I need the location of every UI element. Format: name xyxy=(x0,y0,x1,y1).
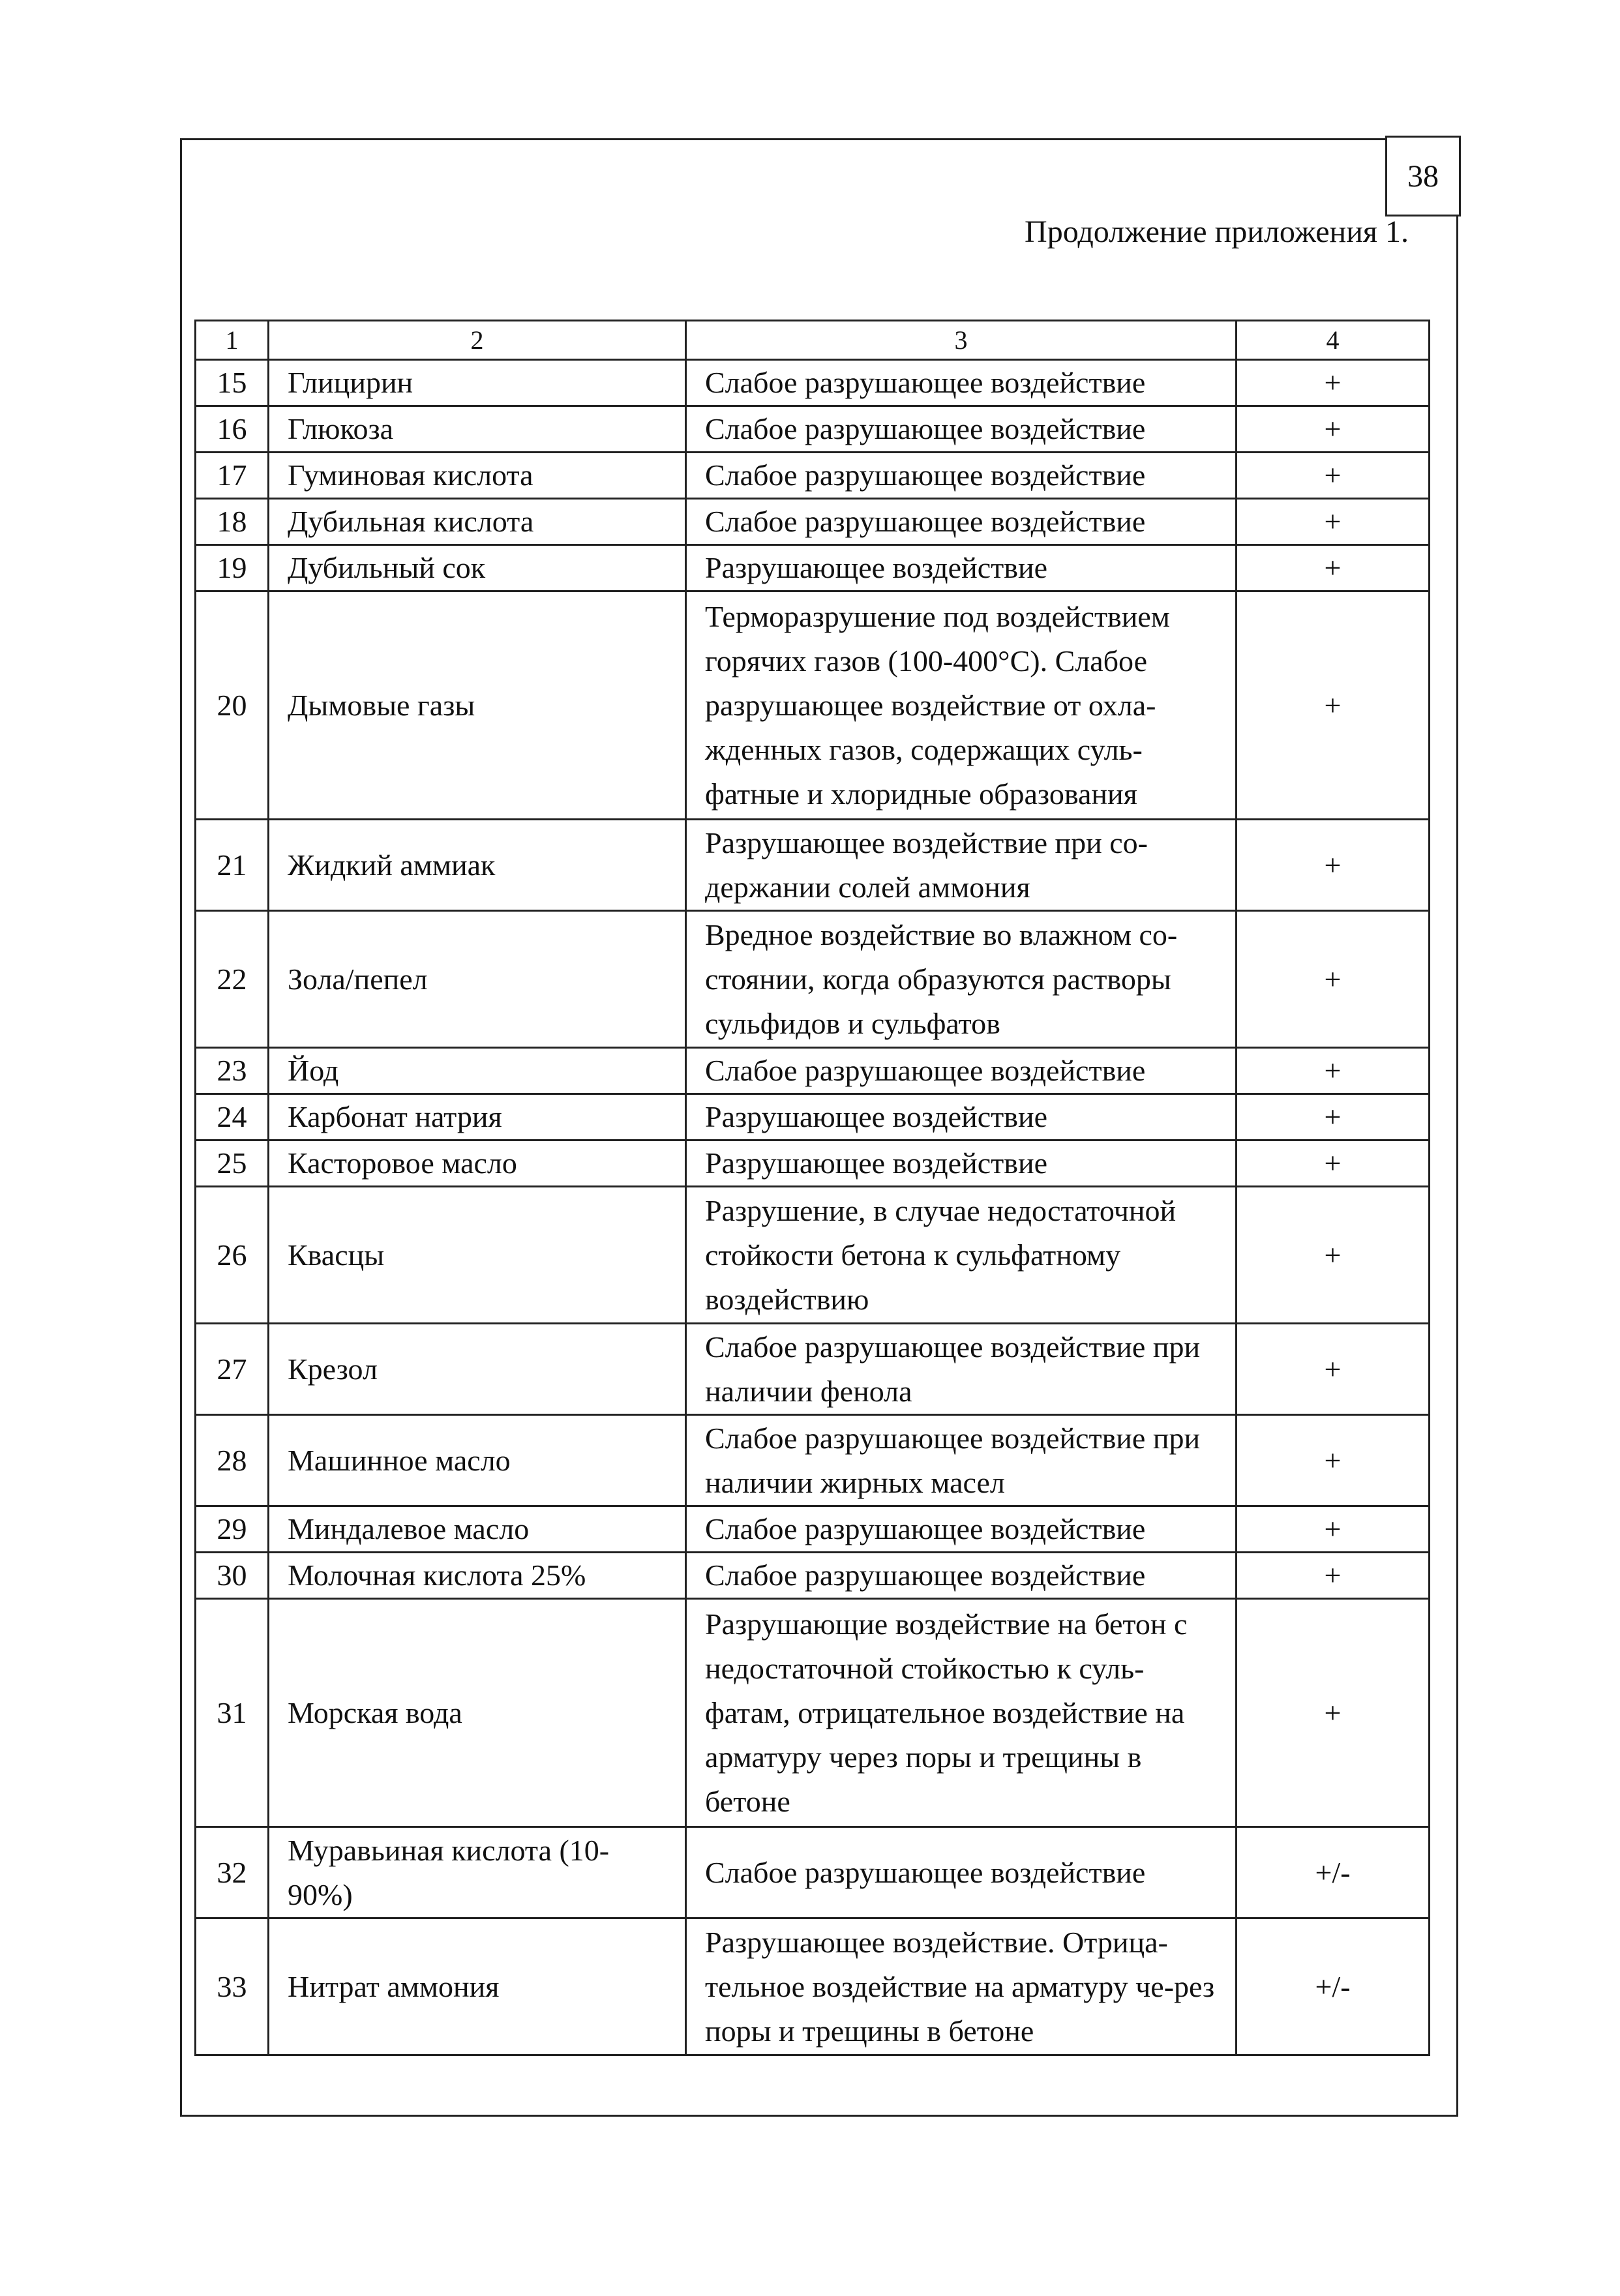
header-cell-4: 4 xyxy=(1237,321,1430,360)
table-header-row xyxy=(196,321,1430,360)
row-number: 32 xyxy=(196,1827,269,1918)
table-row xyxy=(196,1553,1430,1599)
row-number: 24 xyxy=(196,1094,269,1141)
table-row xyxy=(196,1415,1430,1506)
effect-cell: Терморазрушение под воздействием горячих газов (100-400°С). Слабое разрушающее воздействие от охла-жденных газов, содержащих суль-фатные и хлоридные образования xyxy=(686,591,1237,820)
substance-cell: Крезол xyxy=(269,1324,686,1415)
row-number: 27 xyxy=(196,1324,269,1415)
header-cell-2: 2 xyxy=(269,321,686,360)
table-row xyxy=(196,1048,1430,1094)
table-body xyxy=(196,321,1430,2055)
mark-cell: + xyxy=(1237,1506,1430,1553)
mark-cell: + xyxy=(1237,1415,1430,1506)
mark-cell: + xyxy=(1237,406,1430,453)
table-row xyxy=(196,1506,1430,1553)
substance-cell: Нитрат аммония xyxy=(269,1918,686,2055)
row-number: 30 xyxy=(196,1553,269,1599)
substance-cell: Йод xyxy=(269,1048,686,1094)
effect-cell: Вредное воздействие во влажном со-стоянии, когда образуются растворы сульфидов и сульфатов xyxy=(686,911,1237,1048)
substance-cell: Муравьиная кислота (10-90%) xyxy=(269,1827,686,1918)
substance-cell: Гуминовая кислота xyxy=(269,453,686,499)
mark-cell: + xyxy=(1237,591,1430,820)
substance-cell: Машинное масло xyxy=(269,1415,686,1506)
substance-cell: Карбонат натрия xyxy=(269,1094,686,1141)
row-number: 17 xyxy=(196,453,269,499)
row-number: 28 xyxy=(196,1415,269,1506)
effect-cell: Разрушающее воздействие xyxy=(686,1094,1237,1141)
table-row xyxy=(196,1187,1430,1324)
mark-cell: + xyxy=(1237,1324,1430,1415)
effect-cell: Разрушающее воздействие. Отрица-тельное воздействие на арматуру че-рез поры и трещины в бетоне xyxy=(686,1918,1237,2055)
table-row xyxy=(196,820,1430,911)
row-number: 31 xyxy=(196,1599,269,1827)
effect-cell: Слабое разрушающее воздействие xyxy=(686,1553,1237,1599)
substance-cell: Дымовые газы xyxy=(269,591,686,820)
substance-cell: Зола/пепел xyxy=(269,911,686,1048)
mark-cell: +/- xyxy=(1237,1918,1430,2055)
substance-cell: Молочная кислота 25% xyxy=(269,1553,686,1599)
effect-cell: Слабое разрушающее воздействие xyxy=(686,1048,1237,1094)
substance-cell: Морская вода xyxy=(269,1599,686,1827)
table-row xyxy=(196,1324,1430,1415)
mark-cell: + xyxy=(1237,545,1430,591)
mark-cell: + xyxy=(1237,360,1430,406)
row-number: 20 xyxy=(196,591,269,820)
table-row xyxy=(196,911,1430,1048)
substances-table xyxy=(194,320,1430,2056)
table-row xyxy=(196,591,1430,820)
effect-cell: Слабое разрушающее воздействие xyxy=(686,453,1237,499)
mark-cell: +/- xyxy=(1237,1827,1430,1918)
effect-cell: Слабое разрушающее воздействие при наличии жирных масел xyxy=(686,1415,1237,1506)
row-number: 25 xyxy=(196,1141,269,1187)
substance-cell: Квасцы xyxy=(269,1187,686,1324)
table-row xyxy=(196,1827,1430,1918)
continuation-note: Продолжение приложения 1. xyxy=(1025,215,1409,249)
row-number: 23 xyxy=(196,1048,269,1094)
row-number: 29 xyxy=(196,1506,269,1553)
mark-cell: + xyxy=(1237,1094,1430,1141)
mark-cell: + xyxy=(1237,499,1430,545)
substance-cell: Дубильный сок xyxy=(269,545,686,591)
substance-cell: Жидкий аммиак xyxy=(269,820,686,911)
mark-cell: + xyxy=(1237,820,1430,911)
effect-cell: Слабое разрушающее воздействие xyxy=(686,499,1237,545)
table-row xyxy=(196,406,1430,453)
mark-cell: + xyxy=(1237,911,1430,1048)
effect-cell: Разрушающее воздействие xyxy=(686,1141,1237,1187)
mark-cell: + xyxy=(1237,1141,1430,1187)
table-row xyxy=(196,499,1430,545)
header-cell-3: 3 xyxy=(686,321,1237,360)
effect-cell: Разрушение, в случае недостаточной стойкости бетона к сульфатному воздействию xyxy=(686,1187,1237,1324)
substance-cell: Миндалевое масло xyxy=(269,1506,686,1553)
row-number: 33 xyxy=(196,1918,269,2055)
table-row xyxy=(196,1599,1430,1827)
row-number: 15 xyxy=(196,360,269,406)
mark-cell: + xyxy=(1237,1048,1430,1094)
effect-cell: Разрушающее воздействие xyxy=(686,545,1237,591)
table-row xyxy=(196,1918,1430,2055)
row-number: 18 xyxy=(196,499,269,545)
substance-cell: Глицирин xyxy=(269,360,686,406)
substance-cell: Касторовое масло xyxy=(269,1141,686,1187)
page-number-text: 38 xyxy=(1407,158,1439,194)
row-number: 26 xyxy=(196,1187,269,1324)
row-number: 16 xyxy=(196,406,269,453)
mark-cell: + xyxy=(1237,1553,1430,1599)
effect-cell: Разрушающие воздействие на бетон с недостаточной стойкостью к суль-фатам, отрицательное воздействие на арматуру через поры и трещины в бетоне xyxy=(686,1599,1237,1827)
substance-cell: Дубильная кислота xyxy=(269,499,686,545)
table-row xyxy=(196,1141,1430,1187)
effect-cell: Разрушающее воздействие при со-держании солей аммония xyxy=(686,820,1237,911)
substance-cell: Глюкоза xyxy=(269,406,686,453)
row-number: 19 xyxy=(196,545,269,591)
mark-cell: + xyxy=(1237,1599,1430,1827)
mark-cell: + xyxy=(1237,453,1430,499)
effect-cell: Слабое разрушающее воздействие xyxy=(686,1827,1237,1918)
table-row xyxy=(196,453,1430,499)
header-cell-1: 1 xyxy=(196,321,269,360)
table-row xyxy=(196,545,1430,591)
effect-cell: Слабое разрушающее воздействие xyxy=(686,406,1237,453)
effect-cell: Слабое разрушающее воздействие xyxy=(686,1506,1237,1553)
effect-cell: Слабое разрушающее воздействие xyxy=(686,360,1237,406)
row-number: 21 xyxy=(196,820,269,911)
page-number xyxy=(1385,136,1461,216)
table-row xyxy=(196,1094,1430,1141)
table-row xyxy=(196,360,1430,406)
effect-cell: Слабое разрушающее воздействие при наличии фенола xyxy=(686,1324,1237,1415)
mark-cell: + xyxy=(1237,1187,1430,1324)
row-number: 22 xyxy=(196,911,269,1048)
